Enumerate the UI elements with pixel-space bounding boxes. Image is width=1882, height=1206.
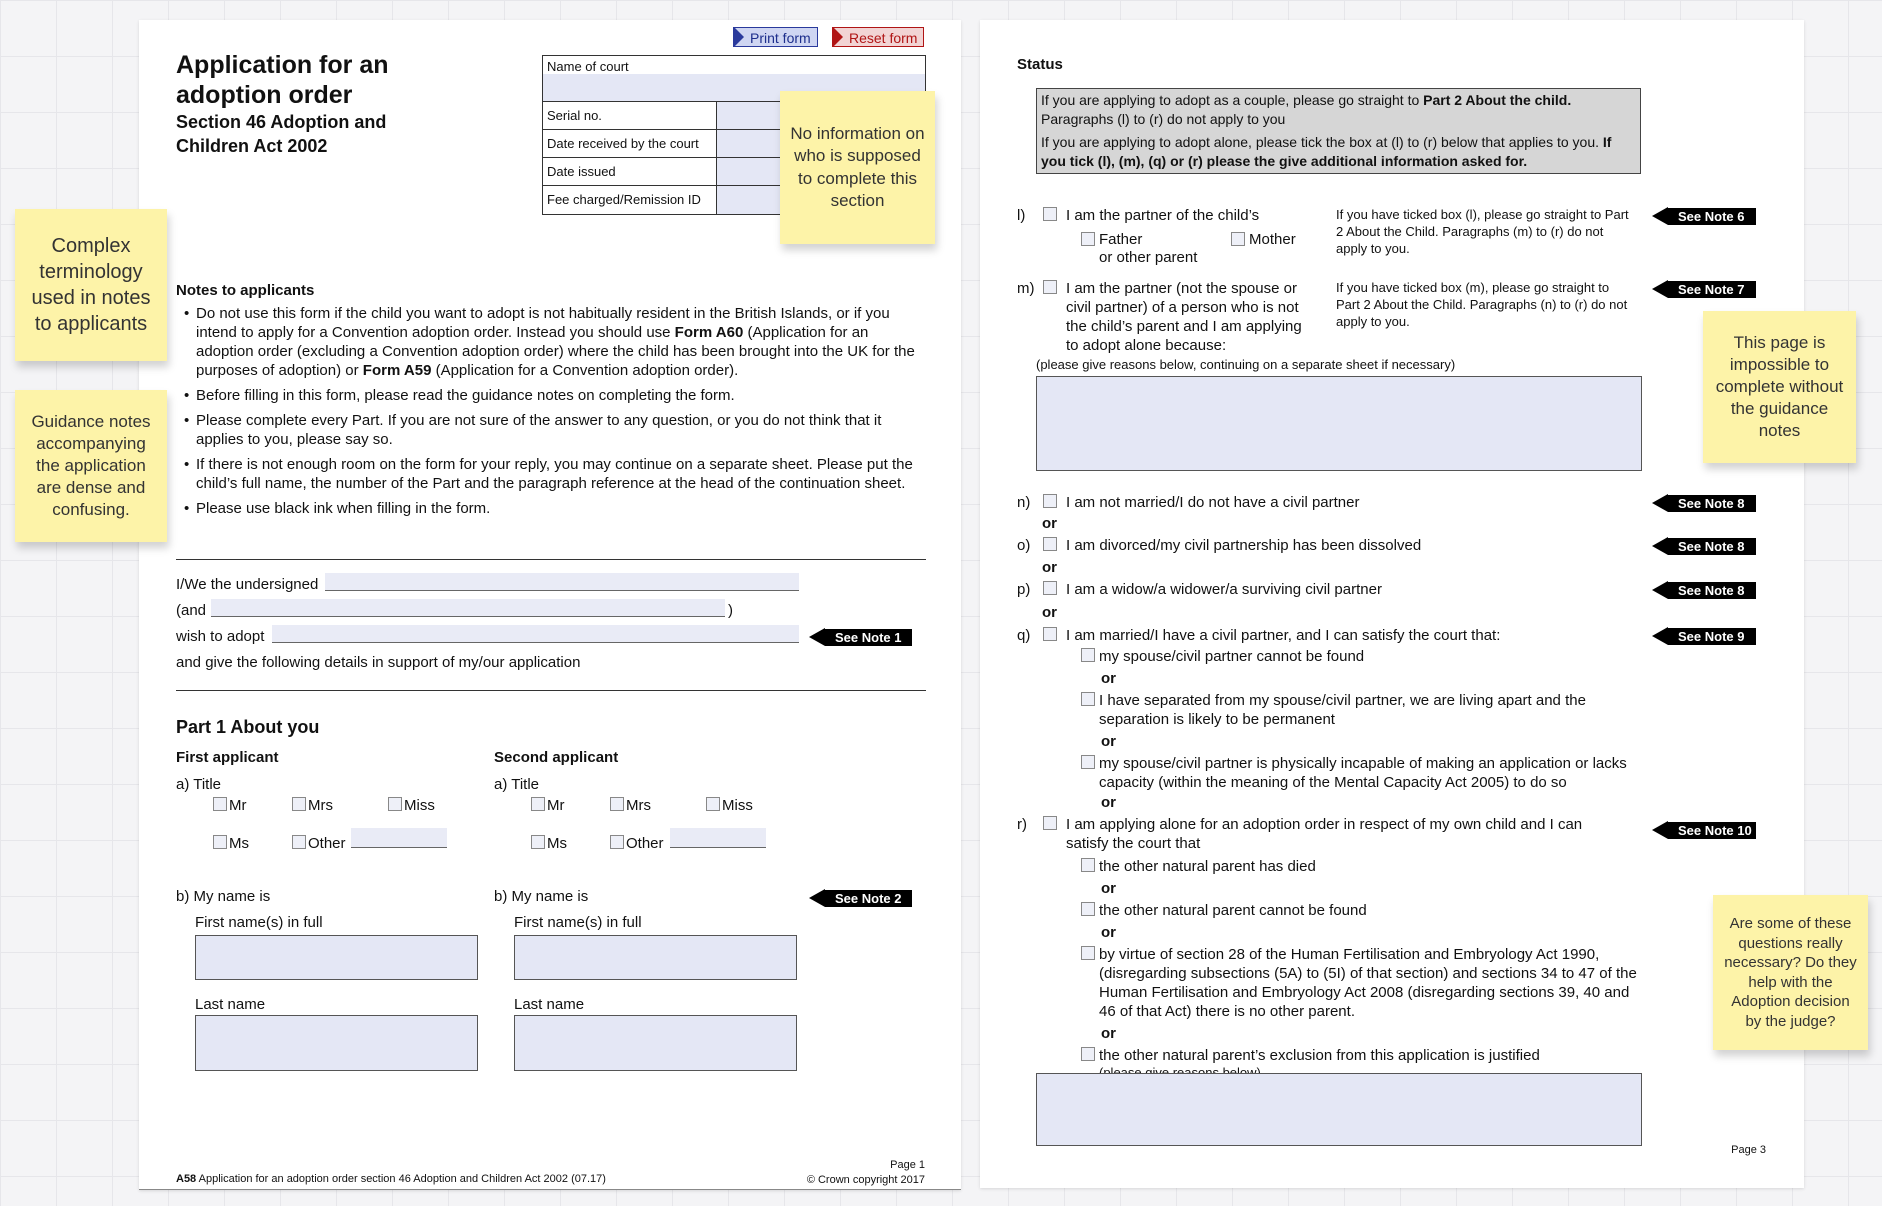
second-applicant-last-name-field[interactable] xyxy=(514,1015,797,1071)
item-r-text-line1: I am applying alone for an adoption order in respect of my own child and I can xyxy=(1066,816,1583,833)
miss-label: Miss xyxy=(722,797,753,814)
child-name-field[interactable] xyxy=(272,625,799,643)
item-l-text: I am the partner of the child’s xyxy=(1066,207,1260,224)
note-arrow-icon xyxy=(1652,821,1668,839)
q-option-text: I have separated from my spouse/civil partner, we are living apart and the separation is likely to be permanent xyxy=(1099,692,1586,728)
ms-label: Ms xyxy=(229,835,249,852)
r-option-checkbox[interactable] xyxy=(1081,1047,1095,1061)
r-option-text: the other natural parent’s exclusion from this application is justified xyxy=(1099,1047,1540,1064)
reset-form-button[interactable] xyxy=(832,27,924,47)
name-label: b) My name is xyxy=(176,888,271,905)
second-ms-checkbox[interactable] xyxy=(531,835,545,849)
mother-checkbox[interactable] xyxy=(1231,232,1245,246)
fee-label: Fee charged/Remission ID xyxy=(543,186,717,214)
last-name-label: Last name xyxy=(195,996,266,1013)
item-q-text: I am married/I have a civil partner, and I can satisfy the court that: xyxy=(1066,627,1501,644)
mrs-label: Mrs xyxy=(626,797,651,814)
r-option-text: by virtue of section 28 of the Human Fertilisation and Embryology Act 1990, (disregarding subsections (5A) to (5I) of that section) and sections 34 to 47 of the Human Fertilisation and Embryology Act 2008 (disregarding sections 39, 40 and 46 of that Act) there is no other parent. xyxy=(1099,946,1637,1020)
or-label: or xyxy=(1101,733,1116,750)
footer-form-ref: A58 Application for an adoption order section 46 Adoption and Children Act 2002 (07.17) xyxy=(176,1173,606,1185)
note-item: • Before filling in this form, please read the guidance notes on completing the form. xyxy=(184,387,735,404)
see-note-1[interactable]: See Note 1 xyxy=(825,629,912,646)
sticky-note[interactable] xyxy=(1703,311,1856,463)
item-m-label: m) xyxy=(1017,280,1035,297)
undersigned-label: I/We the undersigned xyxy=(176,576,319,593)
print-form-label: Print form xyxy=(750,30,811,46)
name-label: b) My name is xyxy=(494,888,589,905)
title-label: a) Title xyxy=(494,776,540,793)
see-note-10[interactable]: See Note 10 xyxy=(1668,822,1756,839)
item-r-checkbox[interactable] xyxy=(1043,816,1057,830)
and-field[interactable] xyxy=(211,599,725,617)
first-ms-checkbox[interactable] xyxy=(213,835,227,849)
see-note-8[interactable]: See Note 8 xyxy=(1668,582,1756,599)
sticky-note-text: No information on who is supposed to complete this section xyxy=(790,124,925,210)
or-label: or xyxy=(1042,515,1057,532)
form-title-line1: Application for an xyxy=(176,51,389,79)
date-issued-label: Date issued xyxy=(543,158,717,185)
second-other-title-field[interactable] xyxy=(670,828,766,848)
first-applicant-last-name-field[interactable] xyxy=(195,1015,478,1071)
form-title-line2: adoption order xyxy=(176,81,353,109)
second-miss-checkbox[interactable] xyxy=(706,797,720,811)
footer-copyright: © Crown copyright 2017 xyxy=(806,1174,925,1186)
item-r-text-line2: satisfy the court that xyxy=(1066,835,1201,852)
see-note-2[interactable]: See Note 2 xyxy=(825,890,912,907)
item-n-label: n) xyxy=(1017,494,1031,511)
q-option-checkbox[interactable] xyxy=(1081,755,1095,769)
sticky-note[interactable] xyxy=(780,91,935,244)
sticky-note[interactable] xyxy=(15,390,167,542)
and-label: (and xyxy=(176,602,207,619)
see-note-7[interactable]: See Note 7 xyxy=(1668,281,1756,298)
q-option-text: my spouse/civil partner is physically incapable of making an application or lacks capacity (within the meaning of the Mental Capacity Act 2005) to do so xyxy=(1099,755,1627,791)
r-option-text: the other natural parent cannot be found xyxy=(1099,902,1367,919)
r-option-checkbox[interactable] xyxy=(1081,946,1095,960)
q-option-checkbox[interactable] xyxy=(1081,648,1095,662)
undersigned-field[interactable] xyxy=(325,573,799,591)
court-name-label: Name of court xyxy=(547,59,629,74)
or-label: or xyxy=(1101,924,1116,941)
note-arrow-icon xyxy=(809,889,825,907)
item-r-label: r) xyxy=(1017,816,1027,833)
or-label: or xyxy=(1101,880,1116,897)
notes-list xyxy=(176,304,921,524)
or-label: or xyxy=(1101,1025,1116,1042)
and-close: ) xyxy=(728,602,733,619)
item-n-checkbox[interactable] xyxy=(1043,494,1057,508)
serial-label: Serial no. xyxy=(543,102,717,129)
ms-label: Ms xyxy=(547,835,567,852)
see-note-8[interactable]: See Note 8 xyxy=(1668,538,1756,555)
sticky-note[interactable] xyxy=(1713,895,1868,1050)
sticky-note-text: Guidance notes accompanying the application are dense and confusing. xyxy=(31,411,151,520)
divider xyxy=(176,559,926,560)
title-label: a) Title xyxy=(176,776,222,793)
divider xyxy=(176,690,926,691)
note-item: • Do not use this form if the child you want to adopt is not habitually resident in the British Islands, or if you intend to apply for a Convention adoption order. Instead you should use Form A60 (Application for an adoption order (excluding a Convention adoption order) where the child has been brought into the UK for the purposes of adoption) or Form A59 (Application for a Convention adoption order). xyxy=(184,305,915,379)
mrs-label: Mrs xyxy=(308,797,333,814)
item-n-text: I am not married/I do not have a civil partner xyxy=(1066,494,1360,511)
item-p-text: I am a widow/a widower/a surviving civil partner xyxy=(1066,581,1382,598)
note-arrow-icon xyxy=(1652,537,1668,555)
father-label: Father xyxy=(1099,231,1143,248)
r-reasons-field[interactable] xyxy=(1036,1073,1642,1146)
first-applicant-first-names-field[interactable] xyxy=(195,935,478,980)
q-option-text: my spouse/civil partner cannot be found xyxy=(1099,648,1365,665)
second-mr-checkbox[interactable] xyxy=(531,797,545,811)
item-m-reasons-label: (please give reasons below, continuing on a separate sheet if necessary) xyxy=(1036,357,1456,372)
father-checkbox[interactable] xyxy=(1081,232,1095,246)
first-mr-checkbox[interactable] xyxy=(213,797,227,811)
form-subtitle-line1: Section 46 Adoption and xyxy=(176,112,387,132)
r-option-checkbox[interactable] xyxy=(1081,902,1095,916)
item-o-checkbox[interactable] xyxy=(1043,537,1057,551)
or-label: or xyxy=(1042,604,1057,621)
r-option-text: the other natural parent has died xyxy=(1099,858,1316,875)
sticky-note-text: This page is impossible to complete without the guidance notes xyxy=(1715,332,1844,441)
note-arrow-icon xyxy=(809,628,825,646)
q-option-checkbox[interactable] xyxy=(1081,692,1095,706)
item-p-label: p) xyxy=(1017,581,1031,598)
second-mrs-checkbox[interactable] xyxy=(610,797,624,811)
item-o-text: I am divorced/my civil partnership has been dissolved xyxy=(1066,537,1422,554)
see-note-8[interactable]: See Note 8 xyxy=(1668,495,1756,512)
wish-label: wish to adopt xyxy=(176,628,265,645)
notes-heading: Notes to applicants xyxy=(176,282,315,299)
note-arrow-icon xyxy=(1652,207,1668,225)
item-p-checkbox[interactable] xyxy=(1043,581,1057,595)
or-label: or xyxy=(1101,670,1116,687)
mr-label: Mr xyxy=(547,797,565,814)
item-l-checkbox[interactable] xyxy=(1043,207,1057,221)
other-parent-label: or other parent xyxy=(1099,249,1198,266)
first-miss-checkbox[interactable] xyxy=(388,797,402,811)
item-l-info: If you have ticked box (l), please go straight to Part 2 About the Child. Paragraphs (m) to (r) do not apply to you. xyxy=(1336,207,1629,256)
last-name-label: Last name xyxy=(514,996,585,1013)
second-applicant-heading: Second applicant xyxy=(494,749,619,766)
other-label: Other xyxy=(626,835,664,852)
note-item: • Please use black ink when filling in the form. xyxy=(184,500,491,517)
give-details-label: and give the following details in support of my/our application xyxy=(176,654,581,671)
item-q-checkbox[interactable] xyxy=(1043,627,1057,641)
or-label: or xyxy=(1042,559,1057,576)
note-arrow-icon xyxy=(1652,280,1668,298)
sticky-note[interactable] xyxy=(15,209,167,361)
second-other-checkbox[interactable] xyxy=(610,835,624,849)
first-applicant-heading: First applicant xyxy=(176,749,279,766)
second-applicant-first-names-field[interactable] xyxy=(514,935,797,980)
item-m-text: I am the partner (not the spouse or civil partner) of a person who is not the child’s parent and I am applying to adopt alone because: xyxy=(1066,280,1302,354)
item-o-label: o) xyxy=(1017,537,1031,554)
mother-label: Mother xyxy=(1249,231,1296,248)
print-form-button[interactable] xyxy=(733,27,818,47)
see-note-6[interactable]: See Note 6 xyxy=(1668,208,1756,225)
first-names-label: First name(s) in full xyxy=(514,914,642,931)
first-other-checkbox[interactable] xyxy=(292,835,306,849)
note-arrow-icon xyxy=(1652,627,1668,645)
footer-page-number: Page 1 xyxy=(890,1159,925,1171)
item-q-label: q) xyxy=(1017,627,1031,644)
first-names-label: First name(s) in full xyxy=(195,914,323,931)
r-option-checkbox[interactable] xyxy=(1081,858,1095,872)
note-arrow-icon xyxy=(1652,494,1668,512)
first-mrs-checkbox[interactable] xyxy=(292,797,306,811)
sticky-note-text: Are some of these questions really necessary? Do they help with the Adoption decision by the judge? xyxy=(1724,915,1857,1030)
sticky-note-text: Complex terminology used in notes to applicants xyxy=(31,235,151,335)
part1-heading: Part 1 About you xyxy=(176,717,320,737)
mr-label: Mr xyxy=(229,797,247,814)
item-m-checkbox[interactable] xyxy=(1043,280,1057,294)
miss-label: Miss xyxy=(404,797,435,814)
other-label: Other xyxy=(308,835,346,852)
item-m-reasons-field[interactable] xyxy=(1036,376,1642,471)
first-other-title-field[interactable] xyxy=(351,828,447,848)
item-l-label: l) xyxy=(1017,207,1026,224)
footer-page-number: Page 3 xyxy=(1731,1144,1766,1156)
note-item: • If there is not enough room on the form for your reply, you may continue on a separate sheet. Please put the child’s full name, the number of the Part and the paragraph reference at the head of the continuation sheet. xyxy=(184,456,913,492)
item-m-info: If you have ticked box (m), please go straight to Part 2 About the Child. Paragraphs (n) to (r) do not apply to you. xyxy=(1336,280,1628,329)
reset-form-label: Reset form xyxy=(849,30,918,46)
form-page-3 xyxy=(980,20,1804,1188)
form-subtitle-line2: Children Act 2002 xyxy=(176,136,328,156)
status-heading: Status xyxy=(1017,56,1063,73)
see-note-9[interactable]: See Note 9 xyxy=(1668,628,1756,645)
or-label: or xyxy=(1101,794,1116,811)
status-instructions: If you are applying to adopt as a couple, please go straight to Part 2 About the child. Paragraphs (l) to (r) do not apply to you If you are applying to adopt alone, please tick the box at (l) to (r) below that applies to you. If you tick (l), (m), (q) or (r) please the give additional information asked for. xyxy=(1036,88,1641,174)
note-item: • Please complete every Part. If you are not sure of the answer to any question, or you do not think that it applies to you, please say so. xyxy=(184,412,882,448)
note-arrow-icon xyxy=(1652,581,1668,599)
date-received-label: Date received by the court xyxy=(543,130,717,157)
